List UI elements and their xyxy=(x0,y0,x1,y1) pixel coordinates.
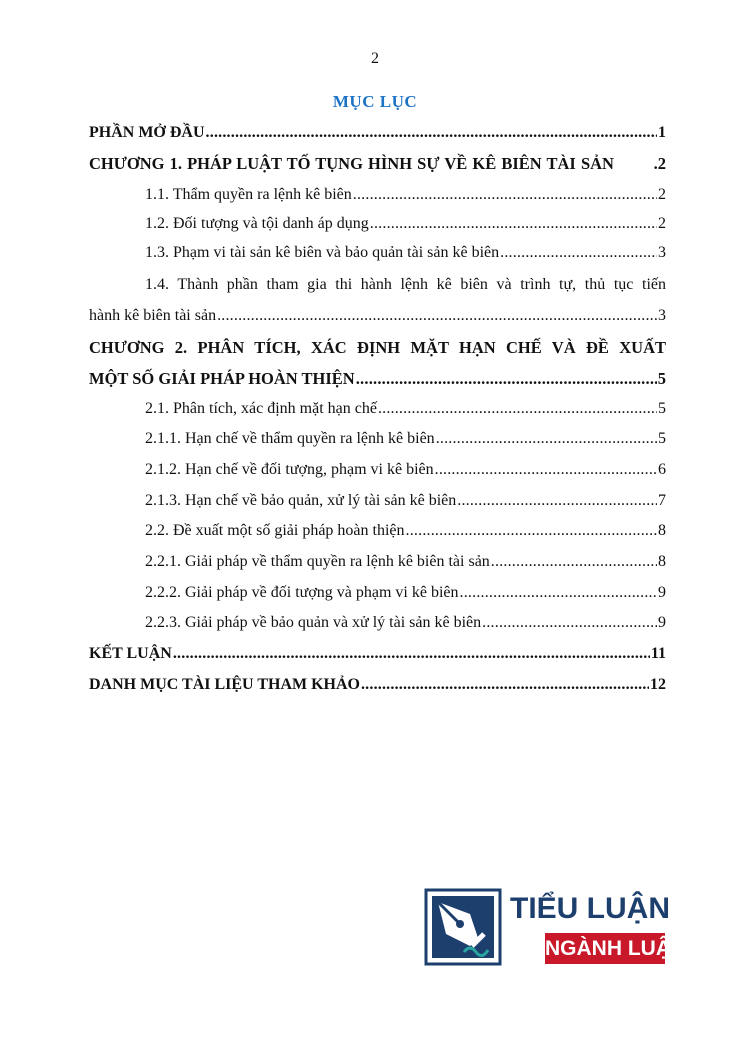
leader-dots xyxy=(173,645,650,663)
pen-nib-icon xyxy=(424,888,502,966)
toc-entry-label: 2.1.1. Hạn chế về thẩm quyền ra lệnh kê biên xyxy=(145,430,435,447)
toc-entry-references[interactable] xyxy=(89,676,666,704)
toc-entry-label: 1.3. Phạm vi tài sản kê biên và bảo quản tài sản kê biên xyxy=(145,244,500,261)
toc-entry-2-2-2[interactable] xyxy=(89,584,666,612)
toc-entry-1-4[interactable] xyxy=(89,307,666,335)
toc-entry-page: 12 xyxy=(650,676,666,693)
toc-entry-label: CHƯƠNG 1. PHÁP LUẬT TỐ TỤNG HÌNH SỰ VỀ KÊ BIÊN TÀI SẢN xyxy=(89,154,614,173)
toc-entry-page: 5 xyxy=(658,430,666,447)
toc-entry-label: MỘT SỐ GIẢI PHÁP HOÀN THIỆN xyxy=(89,369,355,388)
leader-dots xyxy=(361,676,649,694)
toc-entry-page: 2 xyxy=(658,186,666,203)
toc-entry-2-1-3[interactable] xyxy=(89,492,666,520)
page-number: 2 xyxy=(371,50,379,67)
logo-subtitle: NGÀNH LUẬT xyxy=(545,933,665,964)
toc-entry-2-2-1[interactable] xyxy=(89,553,666,581)
toc-entry-page: 3 xyxy=(658,307,666,324)
leader-dots xyxy=(460,584,657,602)
toc-entry-label: 2.1. Phân tích, xác định mặt hạn chế xyxy=(145,400,377,417)
toc-entry-page: 5 xyxy=(657,369,666,388)
toc-entry-2-2-3[interactable] xyxy=(89,614,666,642)
toc-entry-1-4-line1[interactable]: 1.4. Thành phần tham gia thi hành lệnh kê biên và trình tự, thủ tục tiến xyxy=(145,276,666,293)
toc-entry-chapter-1[interactable] xyxy=(89,154,666,182)
leader-dots xyxy=(206,124,657,142)
toc-entry-label: hành kê biên tài sản xyxy=(89,307,217,324)
leader-dots xyxy=(500,244,657,262)
leader-dots xyxy=(217,307,657,325)
toc-entry-label: KẾT LUẬN xyxy=(89,645,172,662)
toc-entry-page: 8 xyxy=(658,553,666,570)
toc-entry-page: .2 xyxy=(653,154,666,173)
toc-entry-page: 8 xyxy=(658,522,666,539)
toc-entry-conclusion[interactable] xyxy=(89,645,666,673)
toc-entry-intro[interactable] xyxy=(89,124,666,152)
toc-entry-page: 2 xyxy=(658,215,666,232)
toc-entry-label: 1.2. Đối tượng và tội danh áp dụng xyxy=(145,215,369,232)
toc-entry-2-1[interactable] xyxy=(89,400,666,428)
toc-entry-label: 1.1. Thẩm quyền ra lệnh kê biên xyxy=(145,186,352,203)
toc-entry-label: 2.2.1. Giải pháp về thẩm quyền ra lệnh kê biên tài sản xyxy=(145,553,490,570)
toc-entry-label: PHẦN MỞ ĐẦU xyxy=(89,124,205,141)
toc-entry-1-3[interactable] xyxy=(89,244,666,272)
leader-dots xyxy=(356,369,657,389)
toc-title: MỤC LỤC xyxy=(332,92,418,111)
toc-entry-page: 1 xyxy=(658,124,666,141)
toc-entry-chapter-2[interactable] xyxy=(89,369,666,397)
leader-dots xyxy=(457,492,657,510)
leader-dots xyxy=(370,215,657,233)
toc-entry-2-2[interactable] xyxy=(89,522,666,550)
toc-entry-2-1-1[interactable] xyxy=(89,430,666,458)
toc-entry-page: 5 xyxy=(658,400,666,417)
toc-entry-1-2[interactable] xyxy=(89,215,666,243)
brand-logo xyxy=(424,888,684,968)
toc-entry-page: 3 xyxy=(658,244,666,261)
toc-entry-label: DANH MỤC TÀI LIỆU THAM KHẢO xyxy=(89,676,360,693)
leader-dots xyxy=(491,553,657,571)
leader-dots xyxy=(378,400,657,418)
toc-entry-1-1[interactable] xyxy=(89,186,666,214)
toc-entry-label: 2.2.3. Giải pháp về bảo quản và xử lý tài sản kê biên xyxy=(145,614,482,631)
leader-dots xyxy=(406,522,657,540)
toc-entry-chapter-2-line1[interactable]: CHƯƠNG 2. PHÂN TÍCH, XÁC ĐỊNH MẶT HẠN CHẾ VÀ ĐỀ XUẤT xyxy=(89,338,666,357)
toc-entry-2-1-2[interactable] xyxy=(89,461,666,489)
leader-dots xyxy=(436,430,657,448)
leader-dots xyxy=(435,461,657,479)
toc-entry-label: 2.2.2. Giải pháp về đối tượng và phạm vi kê biên xyxy=(145,584,459,601)
logo-title: TIỂU LUẬN xyxy=(510,892,670,925)
toc-entry-label: 2.1.3. Hạn chế về bảo quản, xử lý tài sản kê biên xyxy=(145,492,457,509)
leader-dots xyxy=(353,186,657,204)
leader-dots xyxy=(482,614,657,632)
toc-entry-page: 9 xyxy=(658,584,666,601)
toc-entry-page: 11 xyxy=(650,645,666,662)
toc-entry-page: 6 xyxy=(658,461,666,478)
toc-entry-label: 2.1.2. Hạn chế về đối tượng, phạm vi kê biên xyxy=(145,461,434,478)
toc-entry-label: 2.2. Đề xuất một số giải pháp hoàn thiện xyxy=(145,522,405,539)
toc-entry-page: 9 xyxy=(658,614,666,631)
toc-entry-page: 7 xyxy=(658,492,666,509)
